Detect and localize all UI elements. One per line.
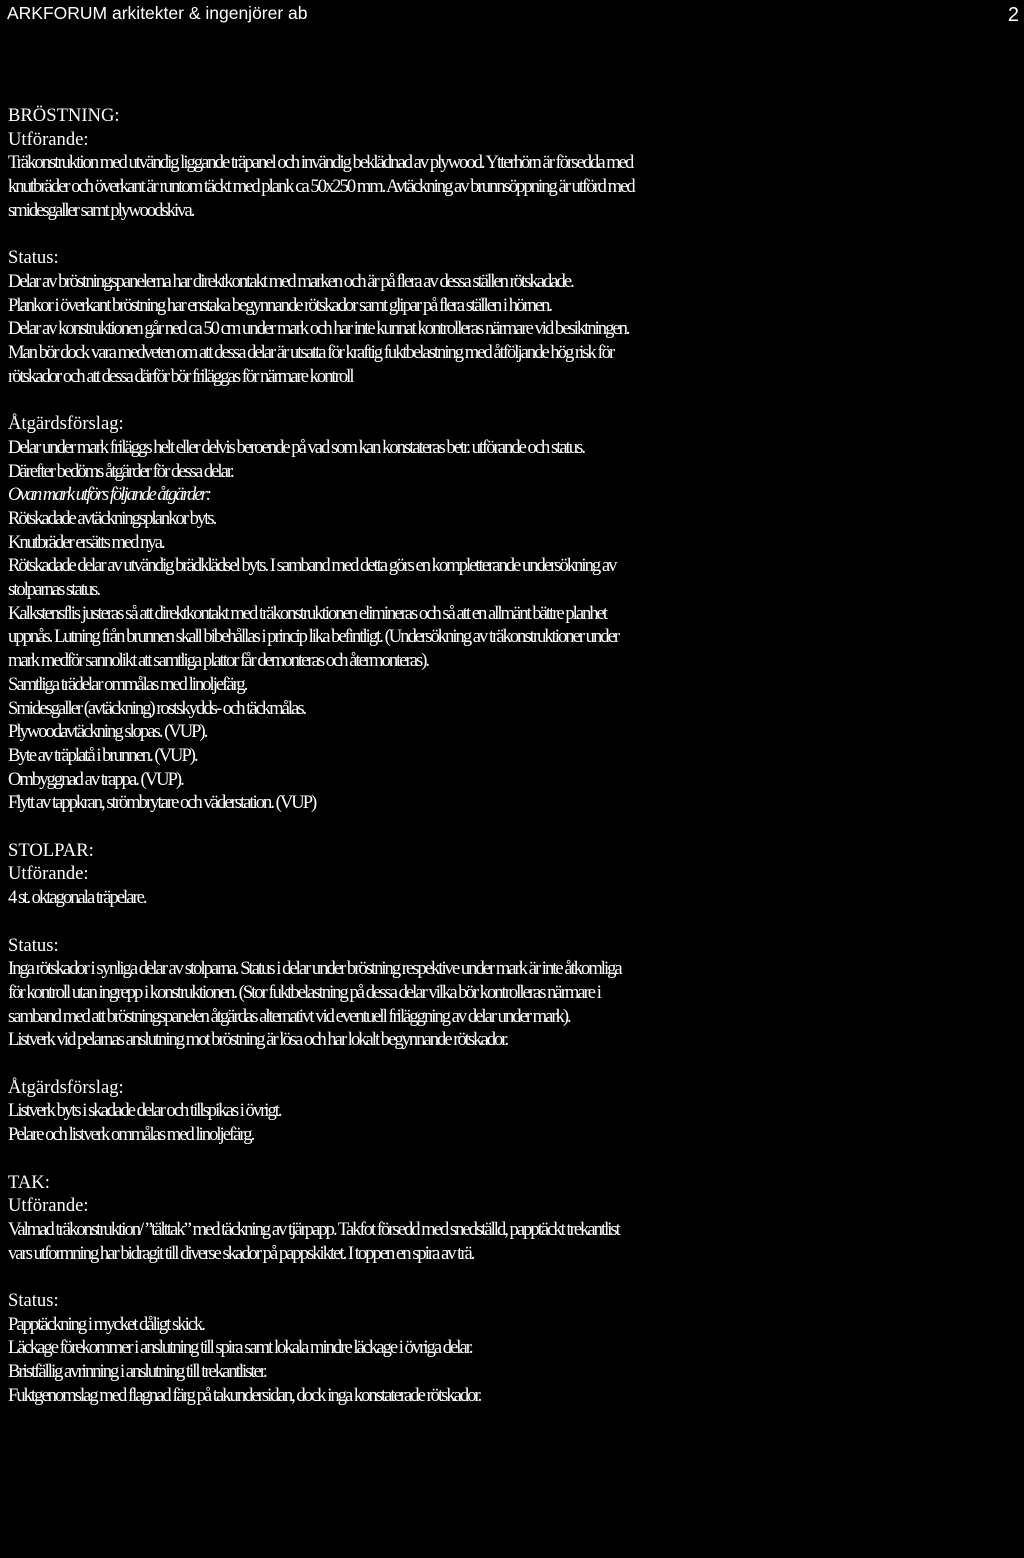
text-line: stolparnas status. (8, 579, 100, 601)
text-line: uppnås. Lutning från brunnen skall bibehållas i princip lika befintligt. (Undersökning av träkonstruktioner under (8, 626, 619, 648)
text-line: Kalkstensflis justeras så att direktkontakt med träkonstruktionen elimineras och så att en allmänt bättre planhet (8, 602, 607, 624)
status-label: Status: (8, 934, 59, 956)
text-line: Rötskadade avtäckningsplankor byts. (8, 507, 216, 529)
text-line: Delar under mark friläggs helt eller delvis beroende på vad som kan konstateras betr. utförande och status. (8, 436, 584, 458)
text-line: samband med att bröstningspanelen åtgärdas alternativt vid eventuell friläggning av delar under mark). (8, 1005, 570, 1027)
text-line: Valmad träkonstruktion/ ”tälttak” med täckning av tjärpapp. Takfot försedd med snedställd, papptäckt trekantlist (8, 1218, 619, 1240)
section-heading: TAK: (8, 1171, 50, 1193)
text-line: 4 st. oktagonala träpelare. (8, 887, 146, 909)
tak-utforande-block (8, 1171, 1022, 1266)
stolpar-atgard-block (8, 1076, 1022, 1147)
text-line: Fuktgenomslag med flagnad färg på takundersidan, dock inga konstaterade rötskador. (8, 1384, 481, 1406)
brostning-atgard-block (8, 412, 1022, 815)
section-heading: BRÖSTNING: (8, 105, 120, 126)
atgard-label: Åtgärdsförslag: (8, 413, 124, 435)
text-line: smidesgaller samt plywoodskiva. (8, 199, 194, 221)
status-label: Status: (8, 247, 59, 269)
text-line: Delar av bröstningspanelerna har direktkontakt med marken och är på flera av dessa ställen rötskadade. (8, 270, 573, 292)
text-line: Bristfällig avrinning i anslutning till trekantlister. (8, 1361, 266, 1383)
text-line: Listverk vid pelarnas anslutning mot bröstning är lösa och har lokalt begynnande rötskador. (8, 1029, 508, 1051)
text-line: Rötskadade delar av utvändig brädklädsel byts. I samband med detta görs en kompletterande undersökning av (8, 555, 616, 577)
text-line: Träkonstruktion med utvändig liggande träpanel och invändig beklädnad av plywood. Ytterhörn är försedda med (8, 152, 633, 174)
section-stolpar (8, 839, 1022, 1147)
text-line: vars utformning har bidragit till diverse skador på pappskiktet. I toppen en spira av trä. (8, 1242, 474, 1264)
text-line: Plywoodavtäckning slopas. (VUP). (8, 721, 207, 743)
text-line: Inga rötskador i synliga delar av stolparna. Status i delar under bröstning respektive under mark är inte åtkomliga (8, 958, 621, 980)
page-number: 2 (1007, 4, 1019, 26)
text-line: Läckage förekommer i anslutning till spira samt lokala mindre läckage i övriga delar. (8, 1337, 472, 1359)
text-line: Byte av träplatå i brunnen. (VUP). (8, 744, 197, 766)
subheading-italic: Ovan mark utförs följande åtgärder: (8, 484, 210, 506)
text-line: Papptäckning i mycket dåligt skick. (8, 1313, 204, 1335)
section-heading: STOLPAR: (8, 839, 94, 861)
text-line: Plankor i överkant bröstning har enstaka begynnande rötskador samt glipar på flera ställen i hörnen. (8, 294, 552, 316)
company-name: ARKFORUM arkitekter & ingenjörer ab (7, 3, 308, 23)
utforande-label: Utförande: (8, 863, 89, 885)
text-line: för kontroll utan ingrepp i konstruktionen. (Stor fuktbelastning på dessa delar vilka bör kontrolleras närmare i (8, 981, 600, 1003)
status-label: Status: (8, 1290, 59, 1312)
brostning-status-block (8, 246, 1022, 388)
document-body (8, 104, 1022, 1408)
text-line: Ombyggnad av trappa. (VUP). (8, 768, 183, 790)
text-line: Samtliga trädelar ommålas med linoljefärg. (8, 673, 247, 695)
stolpar-status-block (8, 934, 1022, 1053)
text-line: Knutbräder ersätts med nya. (8, 531, 164, 553)
text-line: Man bör dock vara medveten om att dessa delar är utsatta för kraftig fuktbelastning med åtföljande hög risk för (8, 342, 614, 364)
section-brostning (8, 104, 1022, 815)
utforande-label: Utförande: (8, 128, 89, 150)
stolpar-utforande-block (8, 839, 1022, 910)
text-line: knutbräder och överkant är runtom täckt med plank ca 50x250 mm. Avtäckning av brunnsöppning är utförd med (8, 176, 634, 198)
text-line: rötskador och att dessa därför bör friläggas för närmare kontroll (8, 365, 353, 387)
text-line: mark medför sannolikt att samtliga plattor får demonteras och återmonteras). (8, 650, 429, 672)
text-line: Därefter bedöms åtgärder för dessa delar. (8, 460, 233, 482)
tak-status-block (8, 1289, 1022, 1408)
atgard-label: Åtgärdsförslag: (8, 1076, 124, 1098)
section-tak (8, 1171, 1022, 1408)
utforande-label: Utförande: (8, 1195, 89, 1217)
brostning-utforande-block (8, 104, 1022, 223)
text-line: Smidesgaller (avtäckning) rostskydds- och täckmålas. (8, 697, 306, 719)
text-line: Pelare och listverk ommålas med linoljefärg. (8, 1124, 254, 1146)
text-line: Flytt av tappkran, strömbrytare och väderstation. (VUP) (8, 792, 316, 814)
text-line: Delar av konstruktionen går ned ca 50 cm under mark och har inte kunnat kontrolleras närmare vid besiktningen. (8, 318, 629, 340)
text-line: Listverk byts i skadade delar och tillspikas i övrigt. (8, 1100, 281, 1122)
